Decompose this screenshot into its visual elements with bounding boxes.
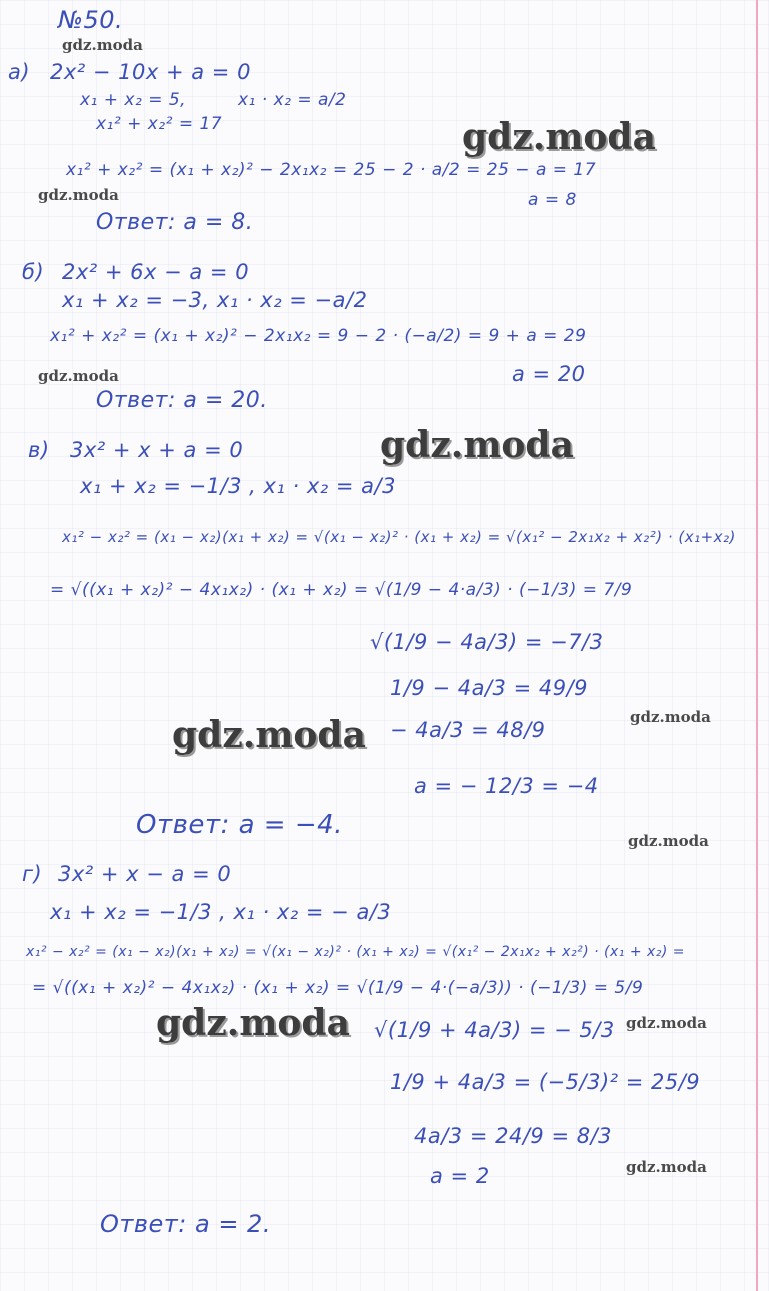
part-v-line-2: = √((x₁ + x₂)² − 4x₁x₂) · (x₁ + x₂) = √(1/9 − 4·a/3) · (−1/3) = 7/9 — [50, 580, 633, 600]
part-v-step-4: a = − 12/3 = −4 — [414, 774, 599, 798]
part-g-step-2: 1/9 + 4a/3 = (−5/3)² = 25/9 — [390, 1070, 701, 1094]
watermark: gdz.moda — [38, 367, 119, 385]
part-v-equation: 3x² + x + a = 0 — [70, 438, 244, 462]
part-b-label: б) — [22, 260, 45, 284]
page-margin-line — [756, 0, 758, 1291]
part-v-step-3: − 4a/3 = 48/9 — [390, 718, 546, 742]
part-g-step-4: a = 2 — [430, 1164, 490, 1188]
part-v-line-1: x₁² − x₂² = (x₁ − x₂)(x₁ + x₂) = √(x₁ − x₂)² · (x₁ + x₂) = √(x₁² − 2x₁x₂ + x₂²) · (x₁+x₂) — [62, 528, 736, 546]
part-a-answer: Ответ: a = 8. — [96, 210, 254, 235]
part-v-answer: Ответ: a = −4. — [136, 810, 343, 840]
part-g-step-3: 4a/3 = 24/9 = 8/3 — [414, 1124, 613, 1148]
part-v-vieta: x₁ + x₂ = −1/3 , x₁ · x₂ = a/3 — [80, 474, 396, 498]
part-b-answer: Ответ: a = 20. — [96, 388, 268, 413]
part-a-vieta-sum: x₁ + x₂ = 5, — [80, 90, 187, 110]
part-g-equation: 3x² + x − a = 0 — [58, 862, 232, 886]
part-g-vieta: x₁ + x₂ = −1/3 , x₁ · x₂ = − a/3 — [50, 900, 392, 924]
watermark: gdz.moda — [156, 1002, 350, 1044]
part-g-step-1: √(1/9 + 4a/3) = − 5/3 — [374, 1018, 615, 1042]
part-v-label: в) — [28, 438, 50, 462]
part-v-step-2: 1/9 − 4a/3 = 49/9 — [390, 676, 589, 700]
part-b-solution: x₁² + x₂² = (x₁ + x₂)² − 2x₁x₂ = 9 − 2 · (−a/2) = 9 + a = 29 — [50, 326, 587, 346]
part-a-solution: x₁² + x₂² = (x₁ + x₂)² − 2x₁x₂ = 25 − 2 · a/2 = 25 − a = 17 — [66, 160, 597, 180]
watermark: gdz.moda — [172, 714, 366, 756]
watermark: gdz.moda — [626, 1158, 707, 1176]
watermark: gdz.moda — [380, 424, 574, 466]
part-g-label: г) — [22, 862, 43, 886]
part-a-label: а) — [8, 60, 31, 84]
part-a-result: a = 8 — [528, 190, 577, 210]
part-g-line-1: x₁² − x₂² = (x₁ − x₂)(x₁ + x₂) = √(x₁ − x₂)² · (x₁ + x₂) = √(x₁² − 2x₁x₂ + x₂²) · (x₁ + x₂) = — [26, 944, 686, 960]
watermark: gdz.moda — [628, 832, 709, 850]
watermark: gdz.moda — [626, 1014, 707, 1032]
watermark: gdz.moda — [38, 186, 119, 204]
watermark: gdz.moda — [462, 116, 656, 158]
part-a-condition: x₁² + x₂² = 17 — [96, 114, 223, 134]
part-v-step-1: √(1/9 − 4a/3) = −7/3 — [370, 630, 604, 654]
problem-number: №50. — [58, 6, 124, 34]
part-b-result: a = 20 — [512, 362, 586, 386]
watermark: gdz.moda — [630, 708, 711, 726]
part-a-vieta-product: x₁ · x₂ = a/2 — [238, 90, 347, 110]
part-g-line-2: = √((x₁ + x₂)² − 4x₁x₂) · (x₁ + x₂) = √(1/9 − 4·(−a/3)) · (−1/3) = 5/9 — [32, 978, 644, 998]
part-b-vieta: x₁ + x₂ = −3, x₁ · x₂ = −a/2 — [62, 288, 368, 312]
part-g-answer: Ответ: a = 2. — [100, 1210, 271, 1238]
watermark: gdz.moda — [62, 36, 143, 54]
part-b-equation: 2x² + 6x − a = 0 — [62, 260, 250, 284]
part-a-equation: 2x² − 10x + a = 0 — [50, 60, 251, 84]
